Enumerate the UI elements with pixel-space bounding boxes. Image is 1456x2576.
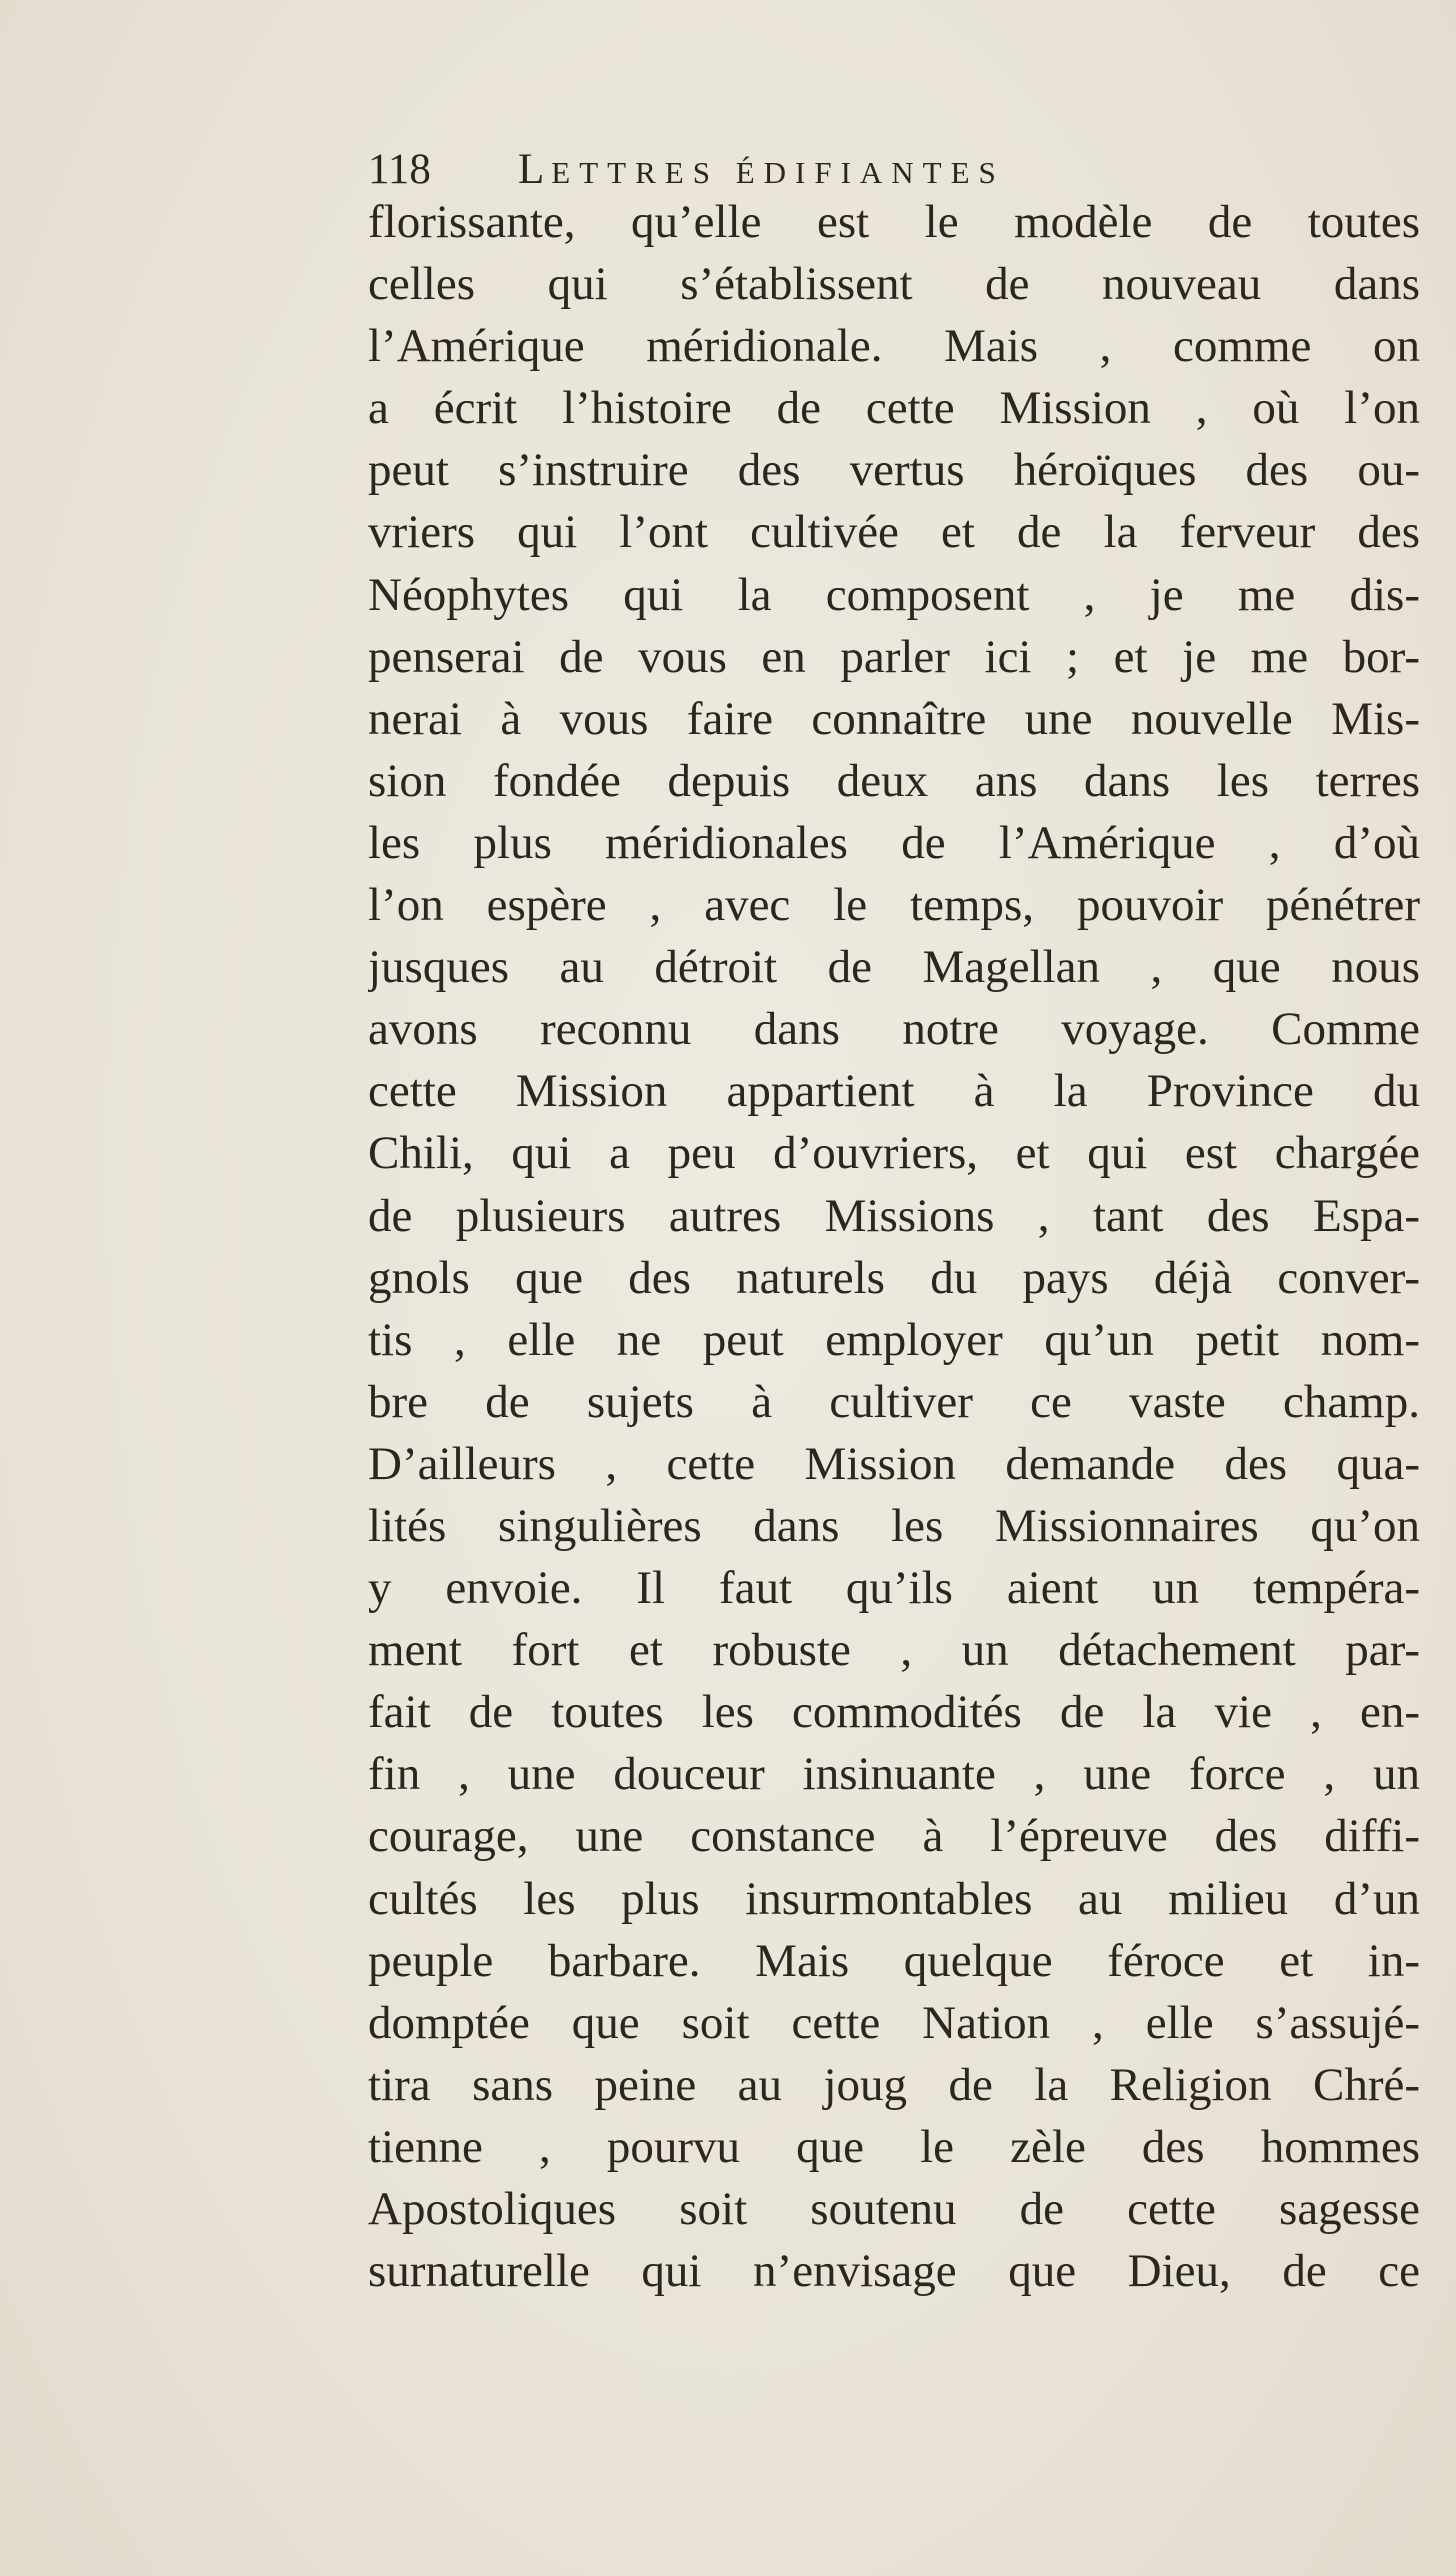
text-line: l’on espère , avec le temps, pouvoir pénétrer	[368, 879, 1420, 932]
text-line: domptée que soit cette Nation , elle s’assujé-	[368, 1996, 1420, 2049]
text-line: jusques au détroit de Magellan , que nous	[368, 941, 1420, 994]
text-line: penserai de vous en parler ici ; et je me bor-	[368, 630, 1420, 683]
text-line: tira sans peine au joug de la Religion Chré-	[368, 2058, 1420, 2111]
text-line: surnaturelle qui n’envisage que Dieu, de ce	[368, 2245, 1420, 2298]
text-line: de plusieurs autres Missions , tant des Espa-	[368, 1189, 1420, 1242]
text-line: gnols que des naturels du pays déjà conver-	[368, 1251, 1420, 1304]
text-line: tienne , pourvu que le zèle des hommes	[368, 2120, 1420, 2173]
text-line: fait de toutes les commodités de la vie , en-	[368, 1686, 1420, 1739]
text-line: avons reconnu dans notre voyage. Comme	[368, 1003, 1420, 1056]
text-line: D’ailleurs , cette Mission demande des qua-	[368, 1437, 1420, 1490]
text-line: tis , elle ne peut employer qu’un petit nom-	[368, 1313, 1420, 1366]
text-line: courage, une constance à l’épreuve des diffi-	[368, 1810, 1420, 1863]
text-line: Apostoliques soit soutenu de cette sagesse	[368, 2183, 1420, 2235]
text-line: Chili, qui a peu d’ouvriers, et qui est chargée	[368, 1127, 1420, 1180]
text-line: sion fondée depuis deux ans dans les terres	[368, 754, 1420, 807]
text-line: cette Mission appartient à la Province du	[368, 1065, 1420, 1118]
text-line: florissante, qu’elle est le modèle de toutes	[368, 196, 1420, 248]
text-line: peut s’instruire des vertus héroïques des ou-	[368, 444, 1420, 497]
text-line: bre de sujets à cultiver ce vaste champ.	[368, 1375, 1420, 1428]
text-line: celles qui s’établissent de nouveau dans	[368, 258, 1420, 311]
text-line: vriers qui l’ont cultivée et de la ferveur des	[368, 506, 1420, 559]
text-line: cultés les plus insurmontables au milieu d’un	[368, 1872, 1420, 1925]
text-line: l’Amérique méridionale. Mais , comme on	[368, 320, 1420, 373]
text-line: lités singulières dans les Missionnaires qu’on	[368, 1499, 1420, 1552]
text-line: Néophytes qui la composent , je me dis-	[368, 568, 1420, 621]
text-line: a écrit l’histoire de cette Mission , où l’on	[368, 382, 1420, 435]
text-line: y envoie. Il faut qu’ils aient un tempéra-	[368, 1562, 1420, 1615]
text-line: fin , une douceur insinuante , une force , un	[368, 1748, 1420, 1801]
running-head-rest: ETTRES ÉDIFIANTES	[551, 155, 1005, 190]
text-line: ment fort et robuste , un détachement par-	[368, 1624, 1420, 1677]
text-line: nerai à vous faire connaître une nouvelle Mis-	[368, 692, 1420, 745]
text-line: les plus méridionales de l’Amérique , d’où	[368, 816, 1420, 869]
text-line: peuple barbare. Mais quelque féroce et in-	[368, 1934, 1420, 1987]
running-head-initial: L	[518, 146, 552, 193]
page-number: 118	[368, 146, 431, 193]
body-text	[368, 191, 1420, 2302]
